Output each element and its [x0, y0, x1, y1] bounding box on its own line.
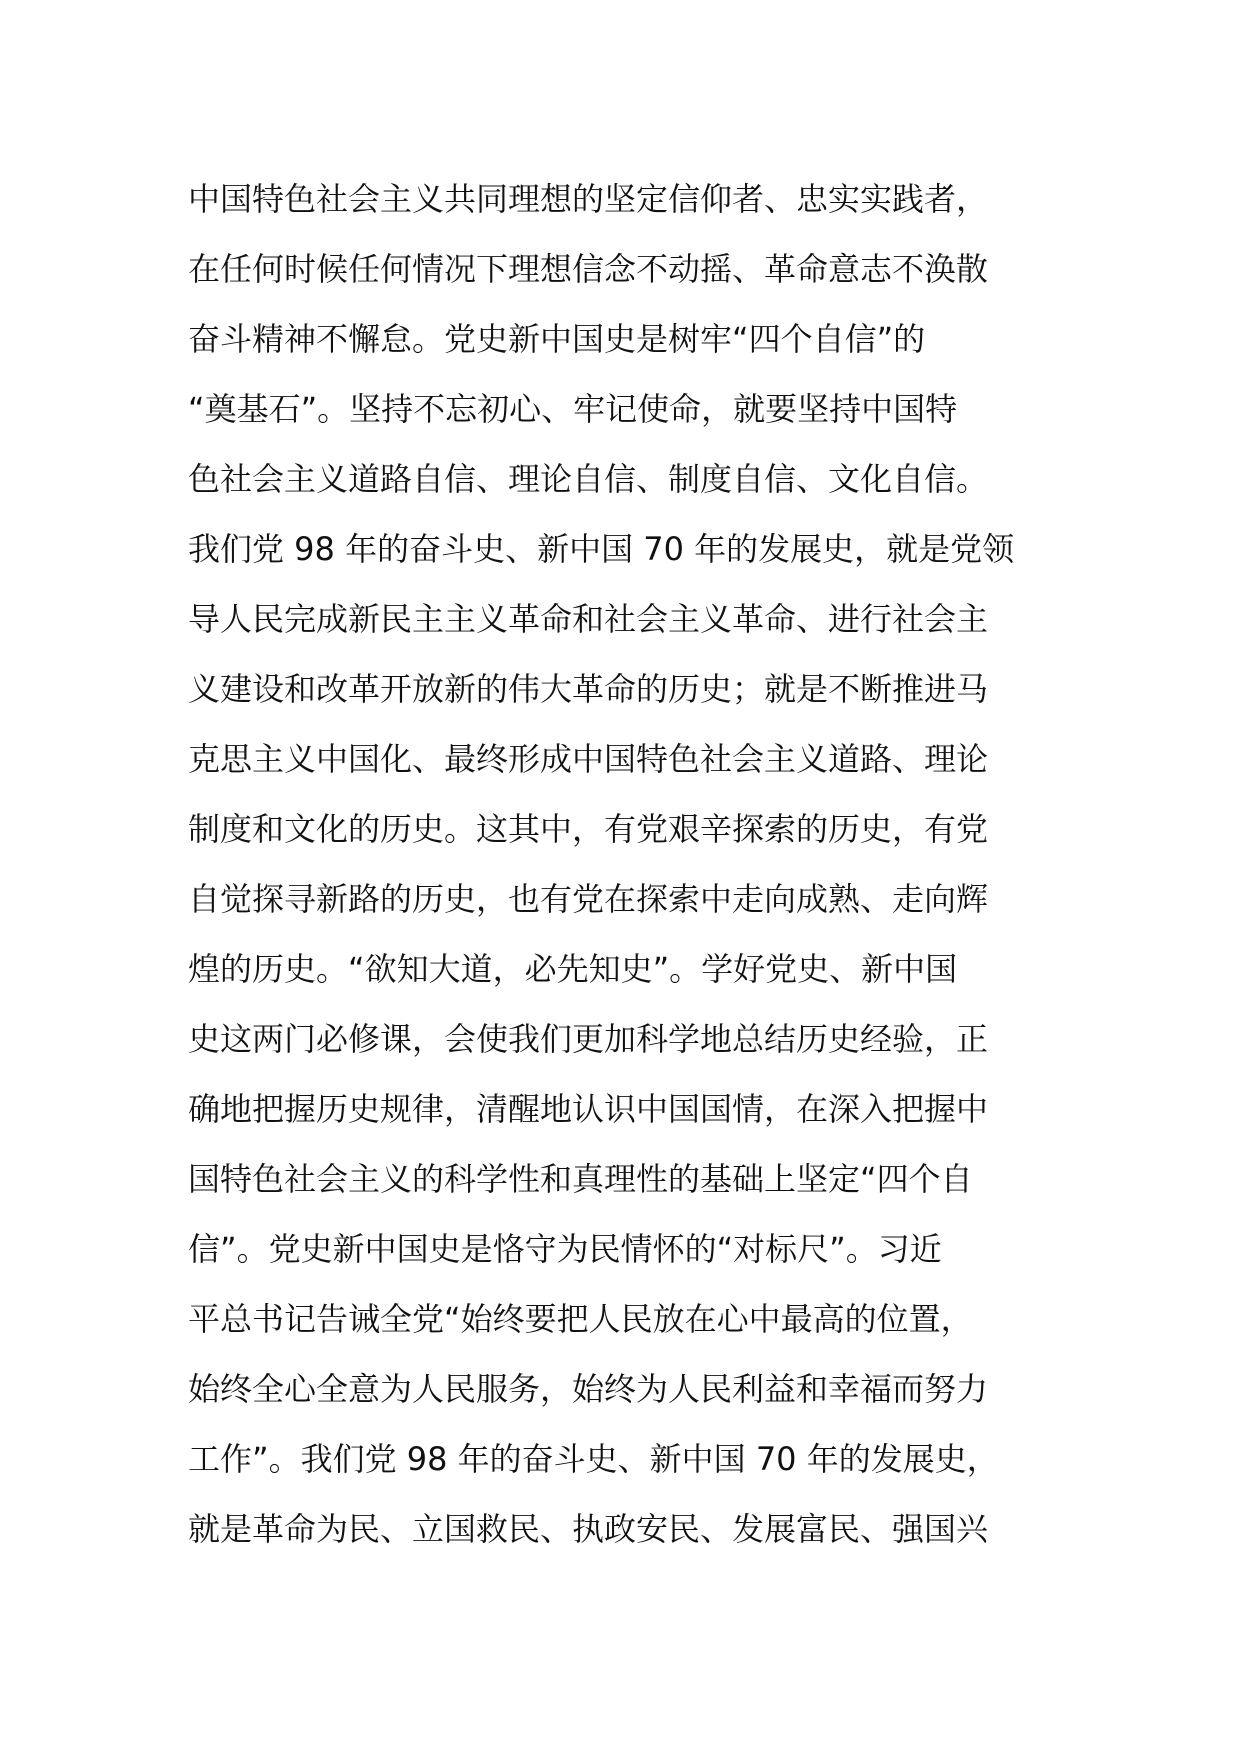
text-line: 确地把握历史规律，清醒地认识中国国情，在深入把握中	[188, 1090, 989, 1128]
text-line: 奋斗精神不懈怠。党史新中国史是树牢“四个自信”的	[188, 320, 926, 358]
text-line: 我们党 98 年的奋斗史、新中国 70 年的发展史，就是党领	[188, 530, 1015, 568]
text-line: 克思主义中国化、最终形成中国特色社会主义道路、理论	[188, 740, 989, 778]
text-line: “奠基石”。坚持不忘初心、牢记使命，就要坚持中国特	[188, 390, 958, 428]
text-line: 自觉探寻新路的历史，也有党在探索中走向成熟、走向辉	[188, 880, 989, 918]
text-line: 色社会主义道路自信、理论自信、制度自信、文化自信。	[188, 460, 989, 498]
text-line: 国特色社会主义的科学性和真理性的基础上坚定“四个自	[188, 1160, 973, 1198]
text-line: 史这两门必修课，会使我们更加科学地总结历史经验，正	[188, 1020, 989, 1058]
text-line: 就是革命为民、立国救民、执政安民、发展富民、强国兴	[188, 1510, 989, 1548]
text-line: 煌的历史。“欲知大道，必先知史”。学好党史、新中国	[188, 950, 958, 988]
text-line: 信”。党史新中国史是恪守为民情怀的“对标尺”。习近	[188, 1230, 942, 1268]
text-line: 义建设和改革开放新的伟大革命的历史；就是不断推进马	[188, 670, 989, 708]
body-text	[188, 164, 1068, 1564]
text-line: 平总书记告诫全党“始终要把人民放在心中最高的位置，	[188, 1300, 973, 1338]
text-line: 导人民完成新民主主义革命和社会主义革命、进行社会主	[188, 600, 989, 638]
text-line: 始终全心全意为人民服务，始终为人民利益和幸福而努力	[188, 1370, 989, 1408]
text-line: 在任何时候任何情况下理想信念不动摇、革命意志不涣散	[188, 250, 989, 288]
text-line: 工作”。我们党 98 年的奋斗史、新中国 70 年的发展史，	[188, 1440, 999, 1478]
text-line: 制度和文化的历史。这其中，有党艰辛探索的历史，有党	[188, 810, 989, 848]
text-line: 中国特色社会主义共同理想的坚定信仰者、忠实实践者，	[188, 180, 989, 218]
